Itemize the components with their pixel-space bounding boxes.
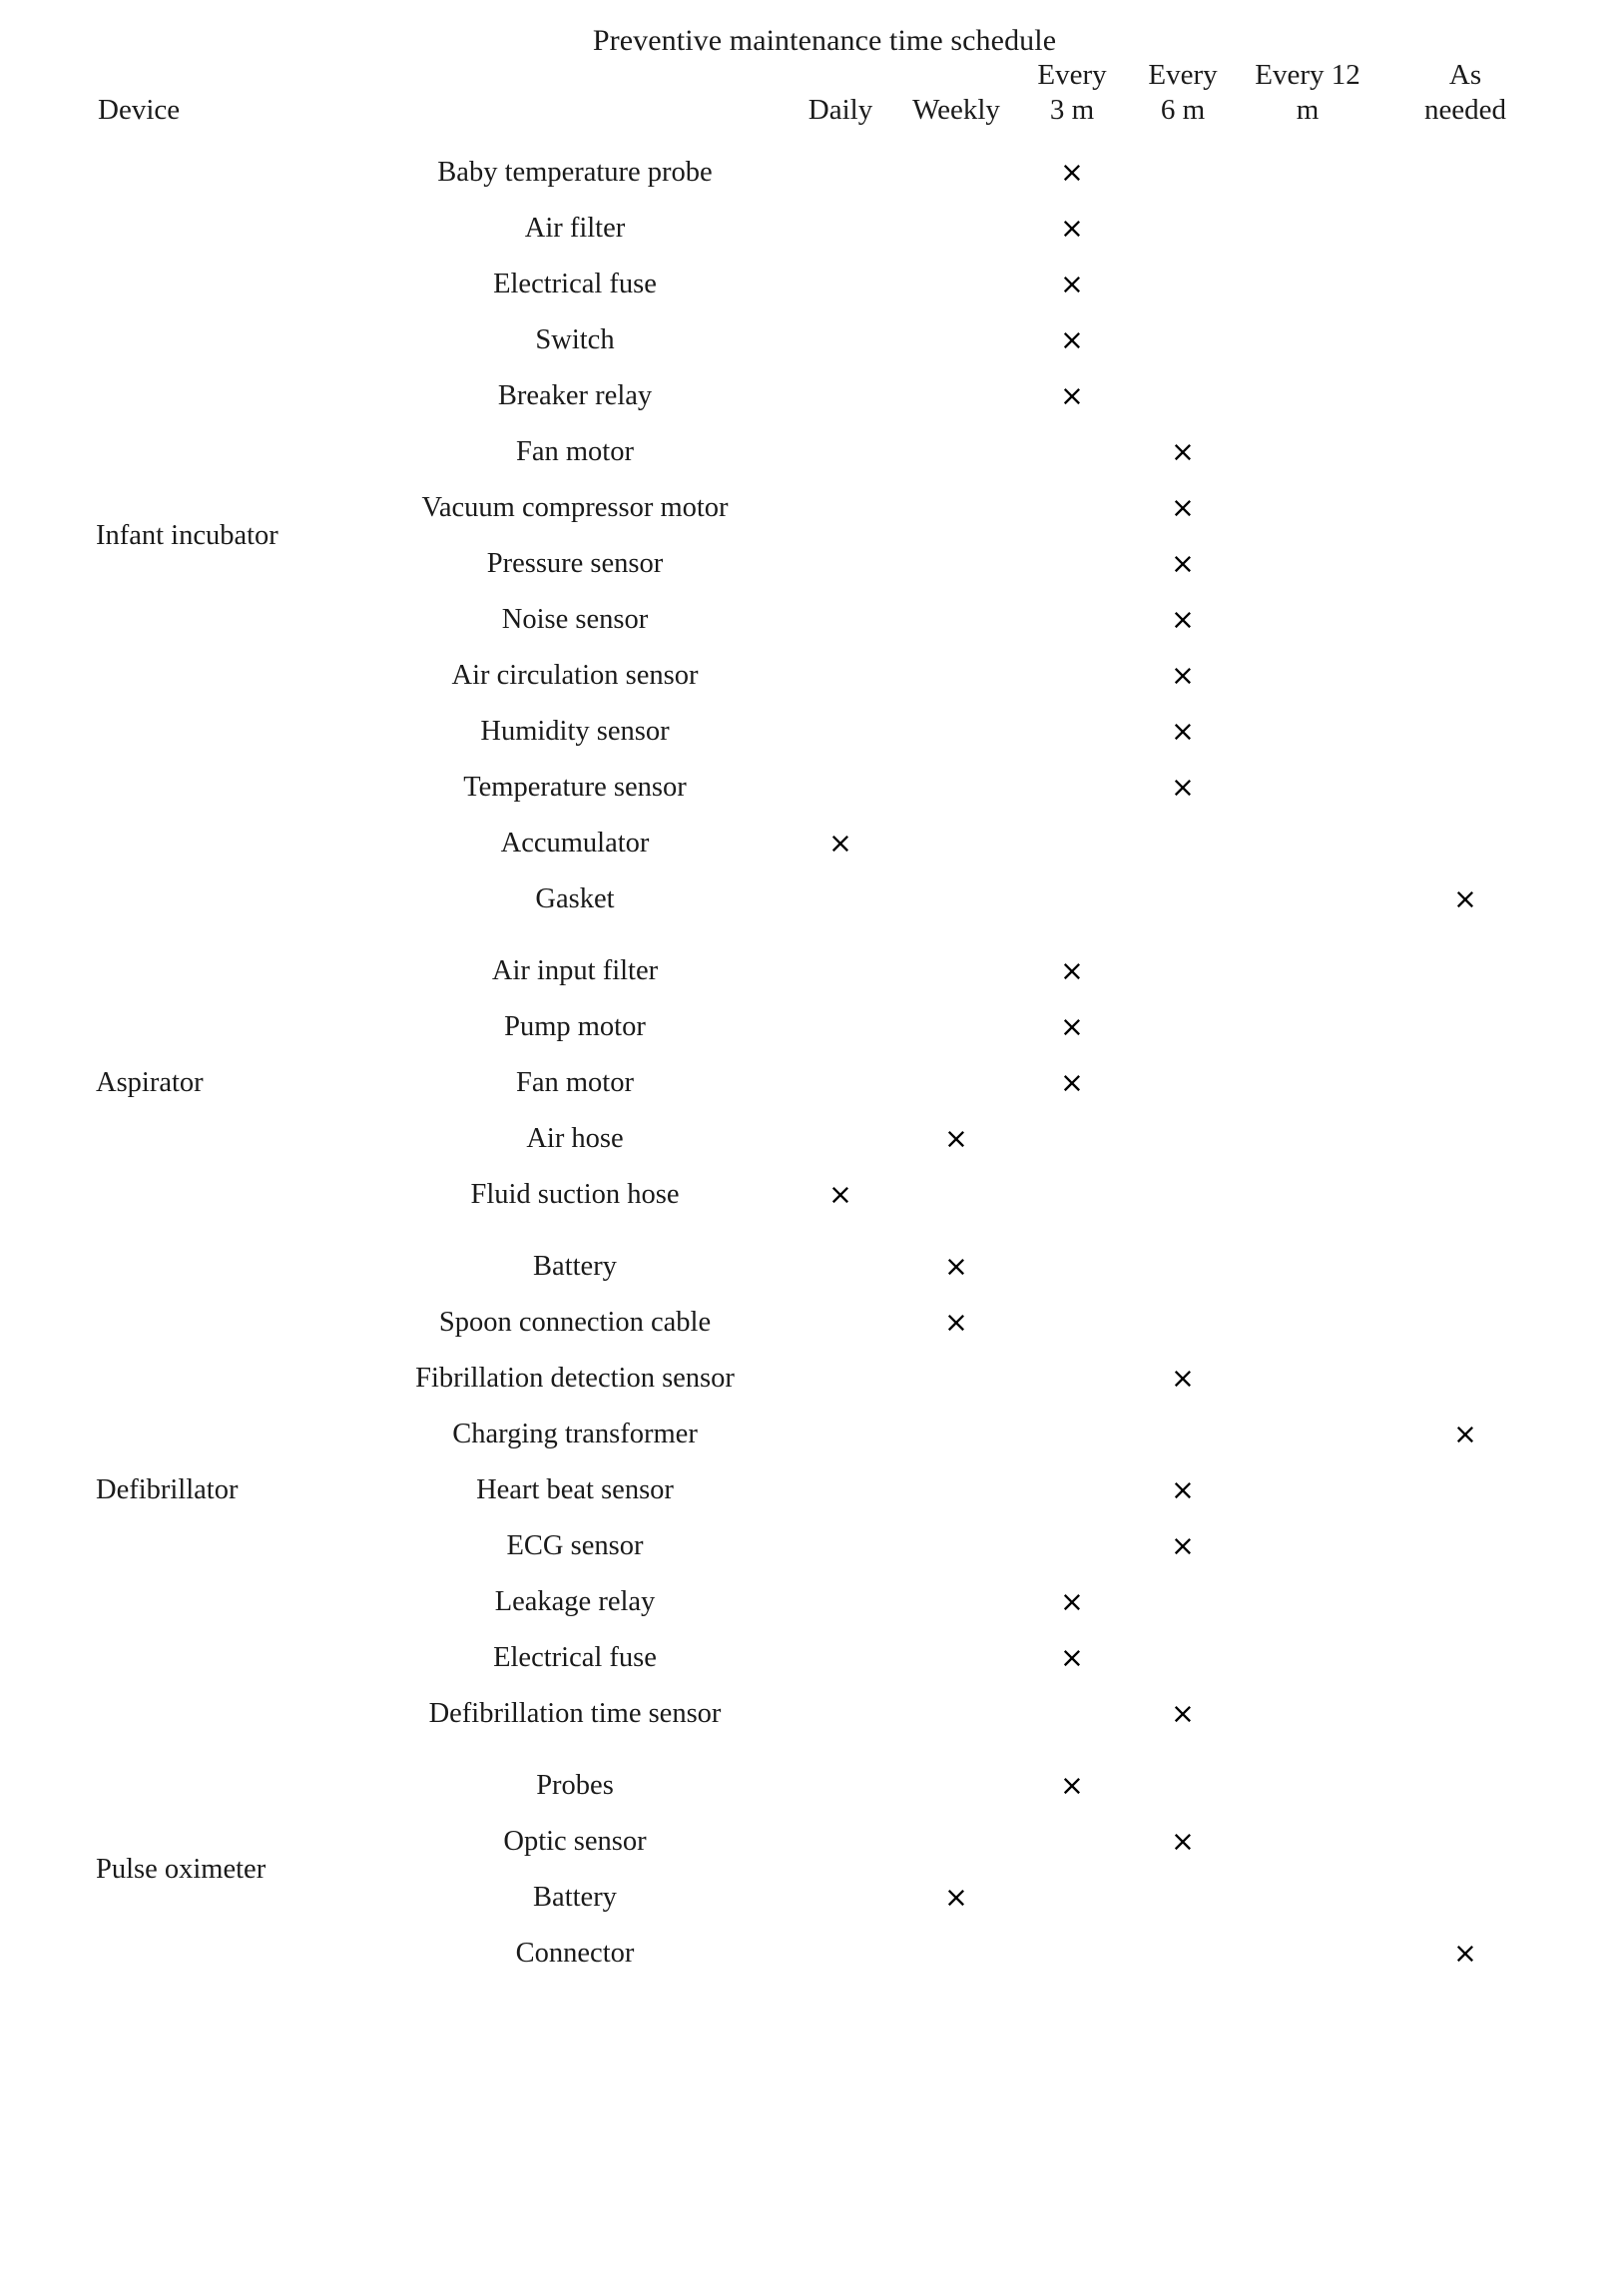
column-header-every-12m-line2: m xyxy=(1296,94,1320,127)
schedule-mark-daily xyxy=(785,312,896,368)
schedule-mark-every-12m xyxy=(1238,871,1377,927)
column-header-every-6m-line2: 6 m xyxy=(1160,94,1206,127)
component-name-cell: Air filter xyxy=(524,212,626,244)
schedule-mark-daily xyxy=(785,760,896,816)
schedule-mark-every-12m xyxy=(1238,1814,1377,1870)
schedule-mark-every-12m xyxy=(1238,368,1377,424)
schedule-mark-as-needed xyxy=(1377,1055,1553,1111)
schedule-mark-every-12m xyxy=(1238,201,1377,257)
schedule-mark-every-3m: × xyxy=(1060,211,1084,245)
schedule-mark-every-6m xyxy=(1128,1574,1238,1630)
device-name-cell: Defibrillator xyxy=(96,1473,239,1505)
schedule-mark-every-6m xyxy=(1128,1295,1238,1351)
schedule-mark-as-needed xyxy=(1377,1295,1553,1351)
table-caption: Preventive maintenance time schedule xyxy=(592,24,1057,57)
schedule-mark-as-needed xyxy=(1377,704,1553,760)
schedule-mark-as-needed xyxy=(1377,1630,1553,1686)
schedule-mark-every-3m xyxy=(1016,1167,1128,1223)
schedule-mark-every-3m: × xyxy=(1060,1009,1084,1043)
schedule-mark-every-6m xyxy=(1128,1870,1238,1926)
schedule-mark-every-12m xyxy=(1238,1351,1377,1407)
component-name-cell: Pump motor xyxy=(504,1010,646,1042)
table-row xyxy=(96,943,1553,999)
schedule-mark-every-12m xyxy=(1238,1111,1377,1167)
table-row xyxy=(96,1758,1553,1814)
schedule-mark-every-6m: × xyxy=(1171,770,1195,804)
schedule-mark-every-6m xyxy=(1128,145,1238,201)
schedule-mark-every-6m: × xyxy=(1171,658,1195,692)
schedule-mark-every-3m: × xyxy=(1060,322,1084,356)
component-name-cell: Air circulation sensor xyxy=(451,659,699,691)
schedule-mark-as-needed xyxy=(1377,1239,1553,1295)
component-name-cell: Battery xyxy=(533,1881,617,1913)
table-body xyxy=(96,129,1553,1998)
component-name-cell: Fan motor xyxy=(516,435,634,467)
column-header-weekly xyxy=(896,58,1016,129)
table-row xyxy=(96,145,1553,201)
component-name-cell: Defibrillation time sensor xyxy=(428,1697,722,1729)
column-header-row xyxy=(96,58,1553,129)
schedule-mark-every-6m: × xyxy=(1171,1472,1195,1506)
schedule-mark-every-3m xyxy=(1016,1295,1128,1351)
schedule-mark-as-needed xyxy=(1377,1111,1553,1167)
column-header-every-3m-line2: 3 m xyxy=(1049,94,1095,127)
schedule-mark-weekly xyxy=(896,816,1016,871)
column-header-as-needed-line1: As xyxy=(1448,59,1482,91)
schedule-mark-every-6m xyxy=(1128,368,1238,424)
schedule-mark-as-needed xyxy=(1377,312,1553,368)
schedule-mark-daily xyxy=(785,536,896,592)
schedule-mark-daily xyxy=(785,1926,896,1982)
schedule-mark-weekly xyxy=(896,1574,1016,1630)
schedule-mark-daily xyxy=(785,480,896,536)
schedule-mark-every-12m xyxy=(1238,1686,1377,1742)
schedule-mark-weekly xyxy=(896,145,1016,201)
schedule-mark-every-6m xyxy=(1128,999,1238,1055)
schedule-mark-weekly xyxy=(896,368,1016,424)
schedule-mark-every-6m xyxy=(1128,1407,1238,1462)
column-header-every-12m-line1: Every 12 xyxy=(1255,59,1360,91)
column-header-every-3m xyxy=(1016,58,1128,129)
schedule-mark-as-needed xyxy=(1377,424,1553,480)
schedule-mark-daily xyxy=(785,1239,896,1295)
component-name-cell: Fan motor xyxy=(516,1066,634,1098)
schedule-mark-every-3m xyxy=(1016,424,1128,480)
schedule-mark-every-6m: × xyxy=(1171,602,1195,636)
schedule-mark-daily xyxy=(785,871,896,927)
preventive-maintenance-table xyxy=(96,24,1553,1998)
schedule-mark-every-3m xyxy=(1016,760,1128,816)
schedule-mark-as-needed xyxy=(1377,943,1553,999)
schedule-mark-as-needed xyxy=(1377,1518,1553,1574)
schedule-mark-every-12m xyxy=(1238,145,1377,201)
schedule-mark-weekly xyxy=(896,1167,1016,1223)
schedule-mark-daily xyxy=(785,1462,896,1518)
schedule-mark-every-6m: × xyxy=(1171,1528,1195,1562)
schedule-mark-every-3m xyxy=(1016,1870,1128,1926)
column-header-every-12m xyxy=(1238,58,1377,129)
schedule-mark-every-6m xyxy=(1128,871,1238,927)
component-name-cell: Fibrillation detection sensor xyxy=(415,1362,735,1394)
schedule-mark-every-12m xyxy=(1238,1407,1377,1462)
schedule-mark-as-needed xyxy=(1377,816,1553,871)
schedule-mark-daily xyxy=(785,1295,896,1351)
schedule-mark-as-needed xyxy=(1377,480,1553,536)
table-header-section xyxy=(96,24,1553,129)
schedule-mark-every-3m xyxy=(1016,1239,1128,1295)
schedule-mark-every-6m: × xyxy=(1171,1824,1195,1858)
schedule-mark-as-needed xyxy=(1377,1814,1553,1870)
schedule-mark-weekly xyxy=(896,201,1016,257)
schedule-mark-every-12m xyxy=(1238,648,1377,704)
column-header-weekly-label: Weekly xyxy=(912,94,1000,127)
schedule-mark-daily xyxy=(785,257,896,312)
schedule-mark-every-6m xyxy=(1128,1167,1238,1223)
schedule-mark-weekly: × xyxy=(944,1121,968,1155)
schedule-mark-every-3m xyxy=(1016,480,1128,536)
schedule-mark-as-needed xyxy=(1377,999,1553,1055)
schedule-mark-daily xyxy=(785,1630,896,1686)
component-name-cell: Switch xyxy=(535,323,615,355)
schedule-mark-weekly xyxy=(896,999,1016,1055)
schedule-mark-every-12m xyxy=(1238,312,1377,368)
schedule-mark-daily xyxy=(785,424,896,480)
component-name-cell: Air input filter xyxy=(491,954,659,986)
schedule-mark-every-3m xyxy=(1016,1686,1128,1742)
schedule-mark-every-3m xyxy=(1016,592,1128,648)
schedule-mark-daily xyxy=(785,201,896,257)
schedule-mark-weekly xyxy=(896,312,1016,368)
component-name-cell: Fluid suction hose xyxy=(470,1178,680,1210)
schedule-mark-weekly xyxy=(896,1462,1016,1518)
component-name-cell: Electrical fuse xyxy=(493,268,657,299)
schedule-mark-every-12m xyxy=(1238,1758,1377,1814)
schedule-mark-every-12m xyxy=(1238,999,1377,1055)
schedule-mark-weekly: × xyxy=(944,1880,968,1914)
schedule-mark-every-6m xyxy=(1128,312,1238,368)
schedule-mark-daily xyxy=(785,592,896,648)
component-name-cell: Battery xyxy=(533,1250,617,1282)
component-name-cell: Probes xyxy=(536,1769,614,1801)
schedule-mark-as-needed xyxy=(1377,1167,1553,1223)
schedule-mark-every-12m xyxy=(1238,1462,1377,1518)
schedule-mark-as-needed xyxy=(1377,760,1553,816)
schedule-mark-every-6m xyxy=(1128,1239,1238,1295)
schedule-mark-every-3m: × xyxy=(1060,267,1084,300)
schedule-mark-every-6m xyxy=(1128,1630,1238,1686)
schedule-mark-weekly xyxy=(896,1686,1016,1742)
schedule-mark-every-12m xyxy=(1238,1926,1377,1982)
schedule-mark-every-12m xyxy=(1238,424,1377,480)
schedule-mark-every-3m xyxy=(1016,1407,1128,1462)
schedule-mark-every-12m xyxy=(1238,760,1377,816)
table-row xyxy=(96,1239,1553,1295)
group-divider xyxy=(96,129,1553,145)
schedule-mark-as-needed: × xyxy=(1453,1936,1477,1970)
schedule-mark-as-needed xyxy=(1377,1870,1553,1926)
schedule-mark-daily xyxy=(785,1055,896,1111)
schedule-mark-as-needed xyxy=(1377,1462,1553,1518)
schedule-mark-weekly: × xyxy=(944,1305,968,1339)
schedule-mark-every-3m xyxy=(1016,1462,1128,1518)
component-name-cell: Noise sensor xyxy=(501,603,649,635)
schedule-mark-every-12m xyxy=(1238,1167,1377,1223)
column-header-every-3m-line1: Every xyxy=(1037,59,1107,91)
schedule-mark-as-needed xyxy=(1377,257,1553,312)
schedule-mark-as-needed xyxy=(1377,1758,1553,1814)
component-name-cell: Pressure sensor xyxy=(486,547,664,579)
device-name-cell: Aspirator xyxy=(96,1066,204,1098)
table-caption-row xyxy=(96,24,1553,58)
schedule-mark-weekly xyxy=(896,1630,1016,1686)
schedule-mark-weekly xyxy=(896,1518,1016,1574)
group-divider xyxy=(96,927,1553,943)
group-divider xyxy=(96,1223,1553,1239)
column-header-as-needed-line2: needed xyxy=(1423,94,1507,127)
schedule-mark-daily xyxy=(785,1686,896,1742)
schedule-mark-as-needed xyxy=(1377,201,1553,257)
schedule-mark-weekly xyxy=(896,760,1016,816)
component-name-cell: Humidity sensor xyxy=(480,715,670,747)
schedule-mark-as-needed: × xyxy=(1453,881,1477,915)
column-header-every-6m xyxy=(1128,58,1238,129)
schedule-mark-every-3m xyxy=(1016,871,1128,927)
component-name-cell: Breaker relay xyxy=(497,379,653,411)
schedule-mark-daily: × xyxy=(828,826,852,860)
schedule-mark-every-12m xyxy=(1238,480,1377,536)
column-header-as-needed xyxy=(1377,58,1553,129)
schedule-mark-weekly xyxy=(896,871,1016,927)
schedule-mark-every-6m xyxy=(1128,1055,1238,1111)
schedule-mark-daily xyxy=(785,1518,896,1574)
schedule-mark-every-3m: × xyxy=(1060,378,1084,412)
schedule-mark-every-3m xyxy=(1016,1111,1128,1167)
schedule-mark-daily xyxy=(785,1758,896,1814)
schedule-mark-as-needed xyxy=(1377,1686,1553,1742)
schedule-mark-weekly xyxy=(896,1926,1016,1982)
component-name-cell: Optic sensor xyxy=(503,1825,647,1857)
schedule-mark-every-3m xyxy=(1016,536,1128,592)
schedule-mark-daily xyxy=(785,648,896,704)
component-name-cell: Charging transformer xyxy=(452,1418,698,1449)
device-name-cell: Infant incubator xyxy=(96,519,278,551)
schedule-mark-every-12m xyxy=(1238,592,1377,648)
schedule-mark-every-12m xyxy=(1238,1295,1377,1351)
schedule-mark-weekly xyxy=(896,536,1016,592)
component-name-cell: Electrical fuse xyxy=(493,1641,657,1673)
schedule-mark-daily xyxy=(785,1351,896,1407)
schedule-mark-every-3m xyxy=(1016,1926,1128,1982)
schedule-mark-every-6m: × xyxy=(1171,714,1195,748)
schedule-mark-weekly xyxy=(896,1814,1016,1870)
schedule-mark-daily xyxy=(785,1870,896,1926)
schedule-mark-as-needed xyxy=(1377,536,1553,592)
schedule-mark-every-3m: × xyxy=(1060,1065,1084,1099)
schedule-mark-every-3m: × xyxy=(1060,1768,1084,1802)
component-name-cell: Connector xyxy=(515,1937,635,1969)
column-header-device: Device xyxy=(98,94,181,127)
schedule-mark-daily xyxy=(785,1111,896,1167)
schedule-mark-every-6m xyxy=(1128,257,1238,312)
schedule-mark-every-12m xyxy=(1238,1574,1377,1630)
schedule-mark-every-6m xyxy=(1128,201,1238,257)
schedule-mark-weekly xyxy=(896,648,1016,704)
schedule-mark-weekly xyxy=(896,1055,1016,1111)
schedule-mark-every-12m xyxy=(1238,1055,1377,1111)
schedule-mark-as-needed xyxy=(1377,1574,1553,1630)
table-bottom-rule xyxy=(96,1982,1553,1998)
schedule-mark-every-12m xyxy=(1238,1870,1377,1926)
schedule-mark-daily xyxy=(785,1574,896,1630)
schedule-mark-weekly xyxy=(896,1407,1016,1462)
schedule-mark-every-6m xyxy=(1128,1758,1238,1814)
schedule-mark-every-6m xyxy=(1128,1111,1238,1167)
schedule-mark-weekly xyxy=(896,592,1016,648)
schedule-mark-every-6m xyxy=(1128,943,1238,999)
schedule-mark-daily xyxy=(785,704,896,760)
device-name-cell: Pulse oximeter xyxy=(96,1853,267,1885)
group-divider xyxy=(96,1742,1553,1758)
schedule-mark-every-6m: × xyxy=(1171,1361,1195,1395)
schedule-mark-every-3m xyxy=(1016,704,1128,760)
schedule-mark-every-12m xyxy=(1238,816,1377,871)
schedule-mark-weekly xyxy=(896,1758,1016,1814)
schedule-mark-weekly xyxy=(896,257,1016,312)
schedule-mark-every-3m: × xyxy=(1060,1584,1084,1618)
schedule-mark-daily xyxy=(785,368,896,424)
schedule-mark-daily xyxy=(785,1407,896,1462)
component-name-cell: Leakage relay xyxy=(494,1585,656,1617)
schedule-mark-every-3m: × xyxy=(1060,1640,1084,1674)
schedule-mark-every-12m xyxy=(1238,1518,1377,1574)
schedule-mark-as-needed xyxy=(1377,592,1553,648)
column-header-component xyxy=(365,58,785,129)
schedule-mark-every-12m xyxy=(1238,257,1377,312)
component-name-cell: Temperature sensor xyxy=(463,771,687,803)
schedule-mark-every-6m: × xyxy=(1171,1696,1195,1730)
component-name-cell: Heart beat sensor xyxy=(476,1473,674,1505)
component-name-cell: Spoon connection cable xyxy=(438,1306,712,1338)
schedule-mark-daily xyxy=(785,999,896,1055)
schedule-mark-as-needed: × xyxy=(1453,1417,1477,1450)
component-name-cell: Vacuum compressor motor xyxy=(421,491,729,523)
schedule-mark-daily xyxy=(785,145,896,201)
schedule-mark-every-12m xyxy=(1238,1239,1377,1295)
schedule-mark-daily xyxy=(785,1814,896,1870)
schedule-mark-weekly: × xyxy=(944,1249,968,1283)
schedule-mark-daily: × xyxy=(828,1177,852,1211)
schedule-mark-weekly xyxy=(896,424,1016,480)
schedule-mark-every-3m: × xyxy=(1060,155,1084,189)
schedule-mark-as-needed xyxy=(1377,1351,1553,1407)
schedule-mark-every-6m xyxy=(1128,816,1238,871)
schedule-mark-as-needed xyxy=(1377,648,1553,704)
schedule-mark-every-6m: × xyxy=(1171,546,1195,580)
column-header-daily xyxy=(785,58,896,129)
component-name-cell: Baby temperature probe xyxy=(437,156,713,188)
schedule-mark-every-3m xyxy=(1016,1518,1128,1574)
schedule-mark-weekly xyxy=(896,480,1016,536)
schedule-mark-every-6m: × xyxy=(1171,490,1195,524)
schedule-mark-as-needed xyxy=(1377,368,1553,424)
schedule-mark-as-needed xyxy=(1377,145,1553,201)
schedule-mark-daily xyxy=(785,943,896,999)
schedule-mark-every-12m xyxy=(1238,1630,1377,1686)
schedule-mark-every-3m xyxy=(1016,648,1128,704)
schedule-mark-every-3m xyxy=(1016,816,1128,871)
component-name-cell: Air hose xyxy=(526,1122,624,1154)
schedule-mark-every-6m: × xyxy=(1171,434,1195,468)
schedule-mark-weekly xyxy=(896,1351,1016,1407)
column-header-every-6m-line1: Every xyxy=(1148,59,1218,91)
schedule-mark-every-3m: × xyxy=(1060,953,1084,987)
schedule-mark-every-12m xyxy=(1238,704,1377,760)
component-name-cell: Gasket xyxy=(535,882,615,914)
schedule-mark-weekly xyxy=(896,704,1016,760)
schedule-mark-every-3m xyxy=(1016,1351,1128,1407)
component-name-cell: ECG sensor xyxy=(506,1529,644,1561)
schedule-mark-every-12m xyxy=(1238,943,1377,999)
schedule-mark-every-3m xyxy=(1016,1814,1128,1870)
schedule-mark-every-6m xyxy=(1128,1926,1238,1982)
component-name-cell: Accumulator xyxy=(500,827,650,859)
column-header-daily-label: Daily xyxy=(808,94,873,127)
schedule-mark-weekly xyxy=(896,943,1016,999)
schedule-mark-every-12m xyxy=(1238,536,1377,592)
